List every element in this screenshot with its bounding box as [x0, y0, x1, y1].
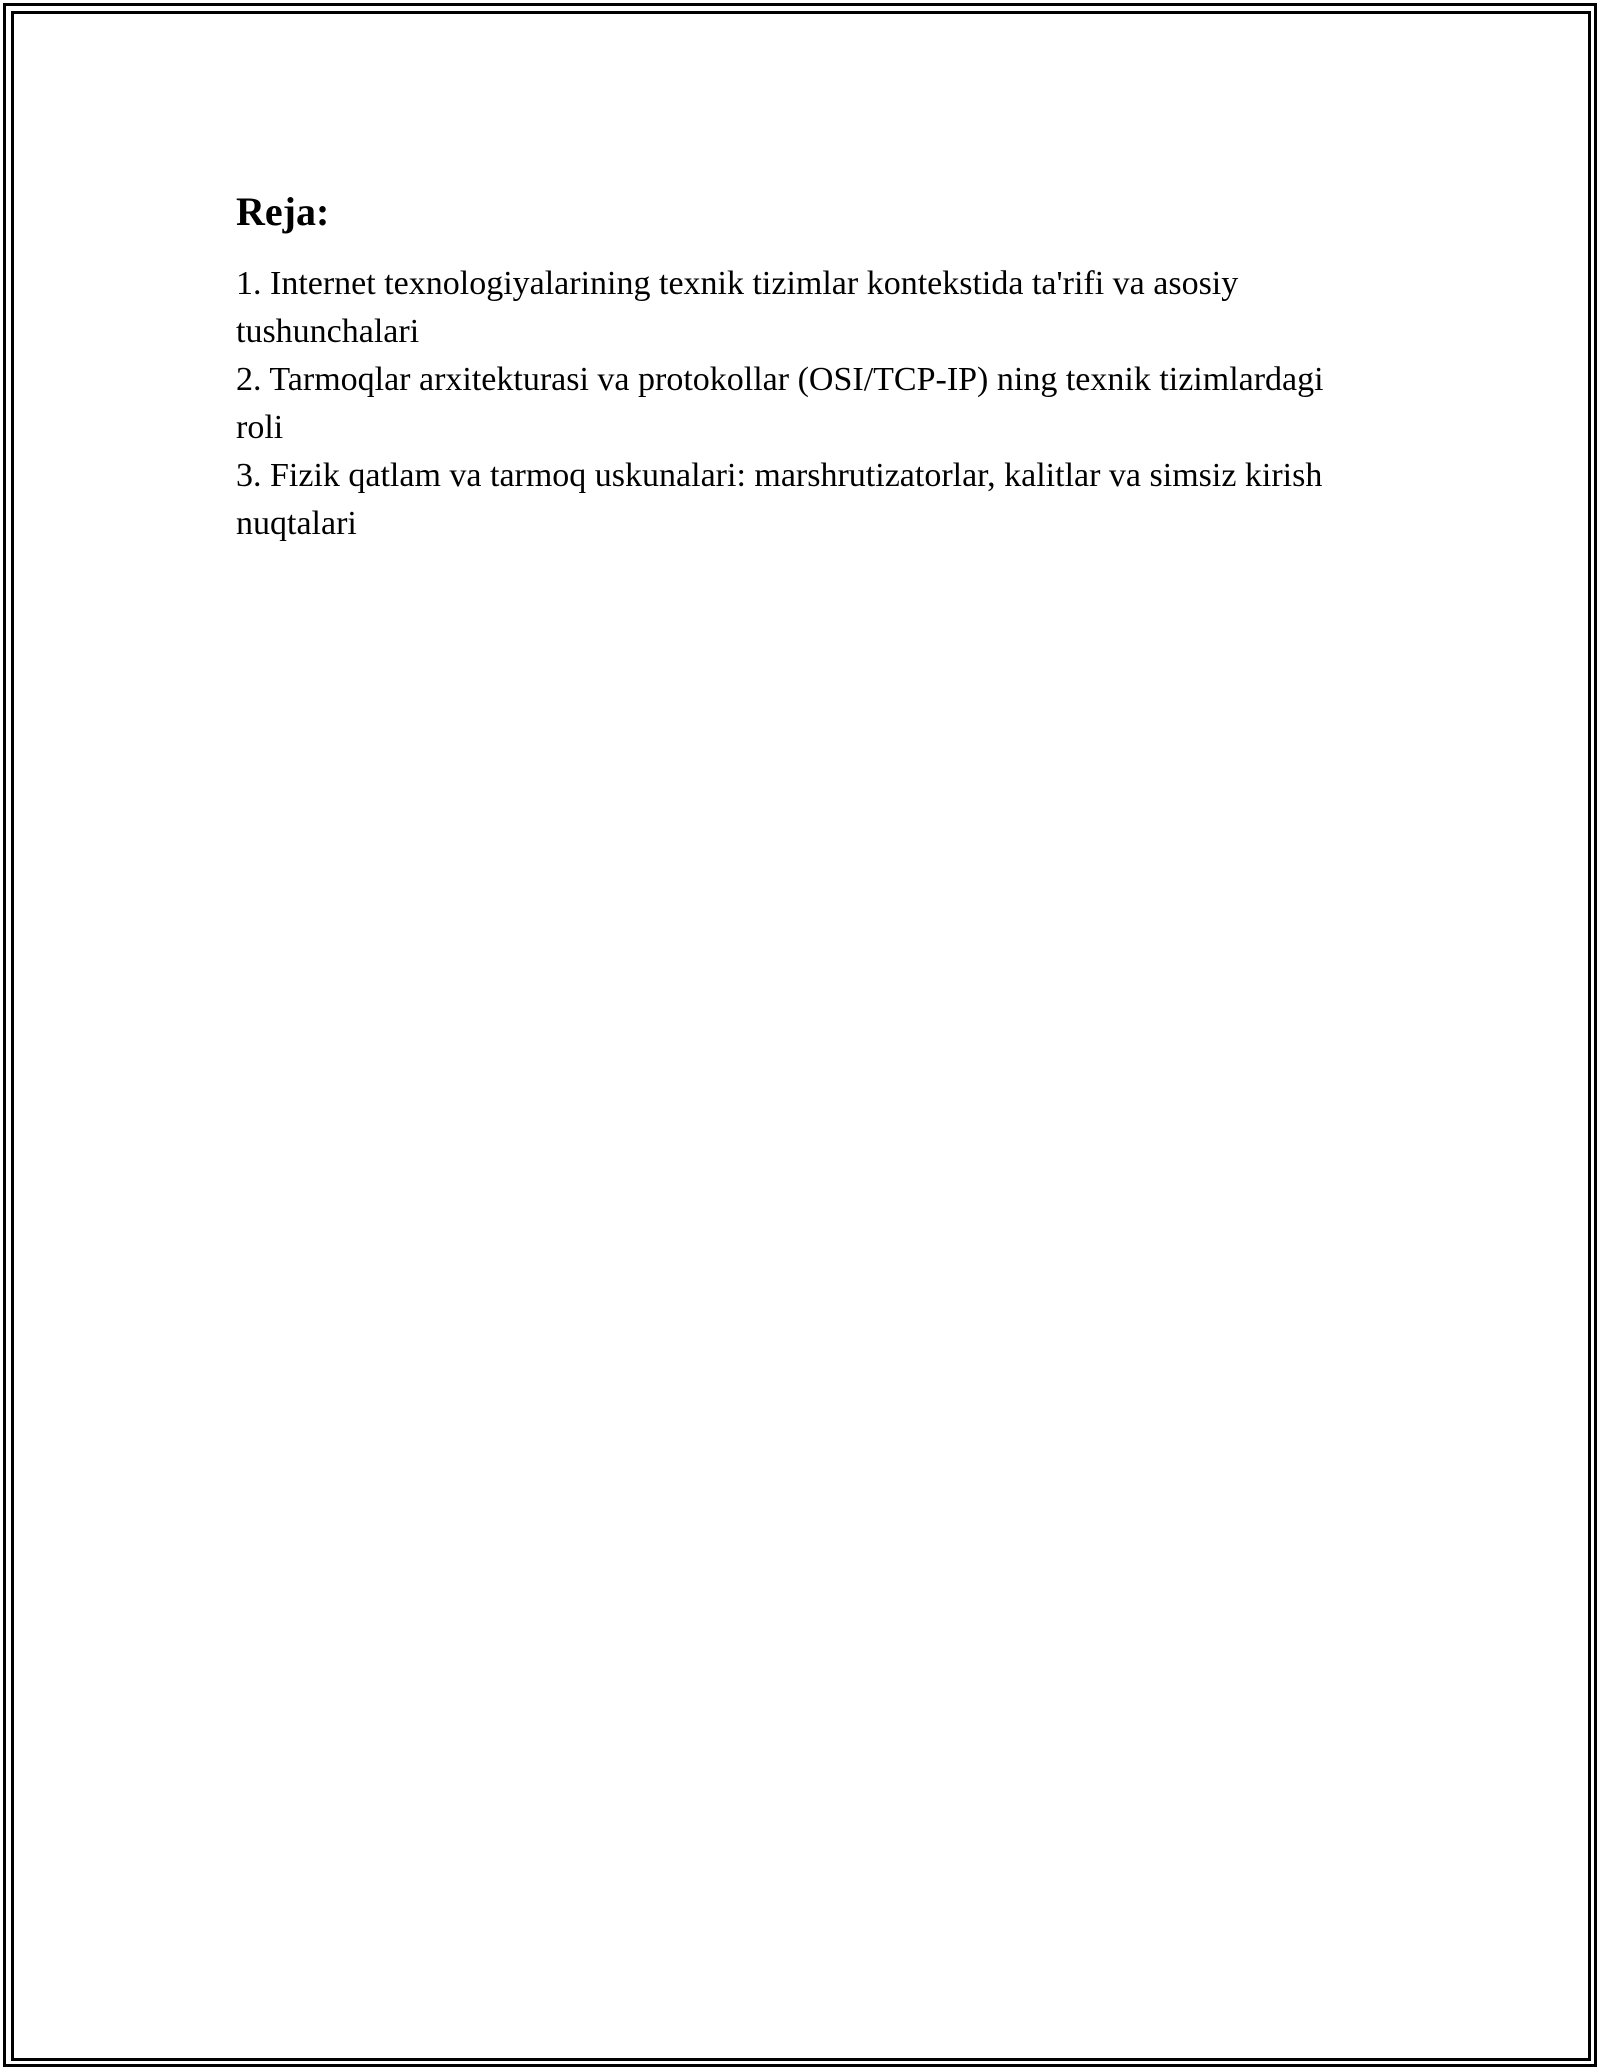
plan-item: 2. Tarmoqlar arxitekturasi va protokollar (OSI/TCP-IP) ning texnik tizimlardagi roli: [236, 361, 1324, 446]
plan-heading: Reja:: [236, 189, 330, 234]
plan-item: 3. Fizik qatlam va tarmoq uskunalari: marshrutizatorlar, kalitlar va simsiz kirish nuqtalari: [236, 457, 1323, 542]
plan-item: 1. Internet texnologiyalarining texnik tizimlar kontekstida ta'rifi va asosiy tushunchalari: [236, 265, 1239, 350]
document-content: [236, 186, 1366, 548]
plan-list: [236, 260, 1366, 548]
